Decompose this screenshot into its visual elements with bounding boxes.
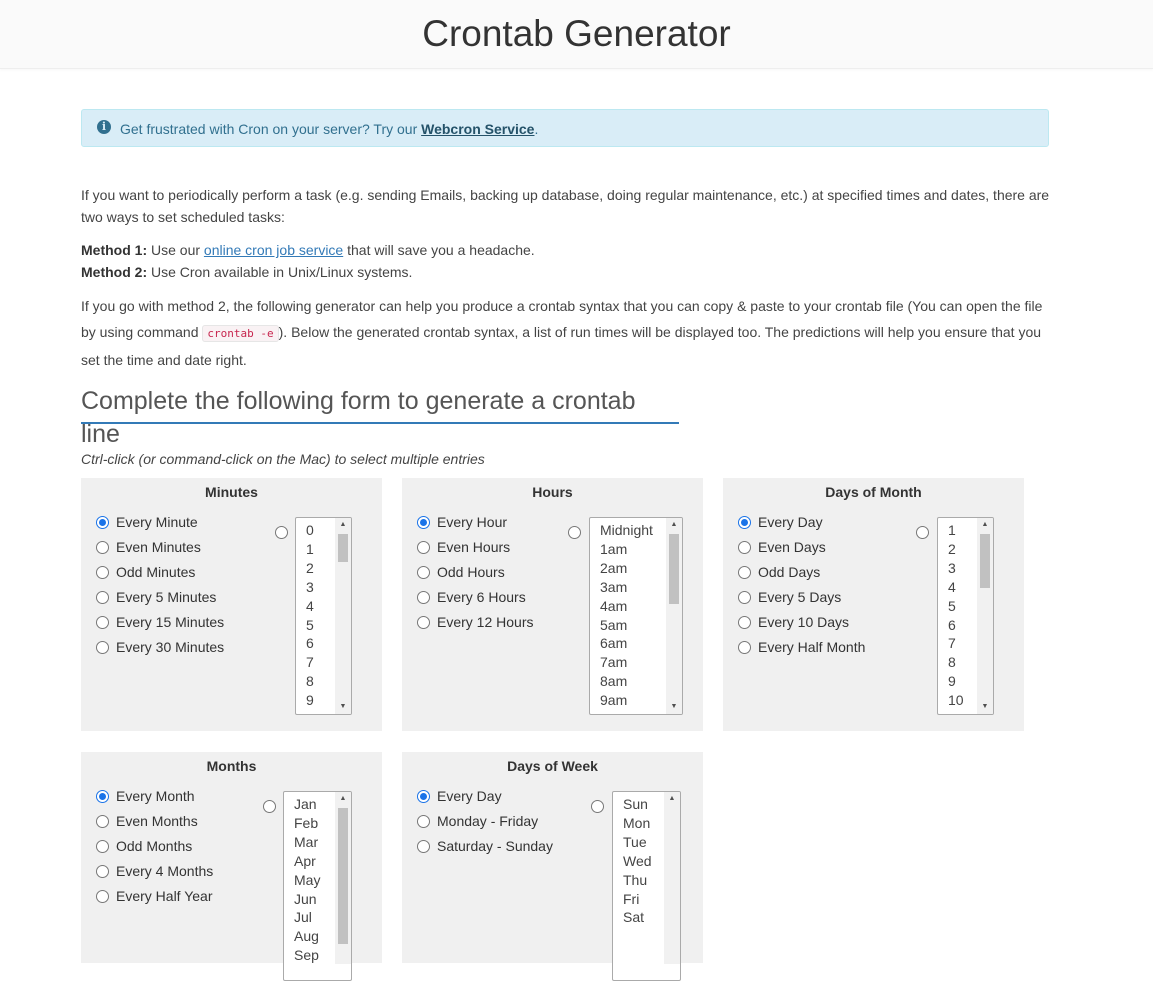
list-item[interactable]: Sun (623, 796, 648, 812)
list-item[interactable]: 9am (600, 692, 628, 709)
list-item[interactable]: Mar (294, 833, 319, 850)
dom-option-every-10-days[interactable] (738, 611, 849, 633)
list-item[interactable]: 6am (600, 635, 628, 652)
days-of-week-panel (402, 752, 703, 963)
option-label: Monday - Friday (437, 813, 539, 829)
radio[interactable] (96, 541, 109, 554)
radio[interactable] (417, 566, 430, 579)
months-select-list[interactable] (283, 791, 352, 981)
radio[interactable] (96, 815, 109, 828)
list-item[interactable]: 7 (306, 654, 314, 671)
intro-paragraph: If you want to periodically perform a task (e.g. sending Emails, backing up database, doing regular maintenance, etc.) at specified times and dates, there are two ways to set scheduled tasks: (81, 187, 1050, 225)
scroll-down-arrow-icon[interactable]: ▼ (981, 703, 989, 710)
dow-option-monday-friday[interactable] (417, 810, 538, 832)
list-item[interactable]: 8 (306, 673, 314, 690)
days-of-week-title: Days of Week (507, 758, 598, 774)
list-item[interactable]: 5am (600, 616, 628, 633)
list-item[interactable]: 3 (306, 578, 314, 595)
list-item[interactable]: Sep (294, 947, 319, 964)
hours-option-every-hour[interactable] (417, 511, 507, 533)
method1-text-after: that will save you a headache. (343, 242, 535, 258)
radio[interactable] (96, 890, 109, 903)
minutes-option-every-30-minutes[interactable] (96, 636, 224, 658)
scrollbar-thumb[interactable] (338, 808, 348, 944)
radio[interactable] (417, 591, 430, 604)
radio[interactable] (96, 865, 109, 878)
list-item[interactable]: Feb (294, 814, 319, 831)
dom-option-every-half-month[interactable] (738, 636, 865, 658)
list-item[interactable]: 2 (306, 559, 314, 576)
months-option-odd-months[interactable] (96, 835, 192, 857)
list-item[interactable]: Sat (623, 909, 645, 926)
list-item[interactable]: 4am (600, 597, 628, 614)
method1-text-before: Use our (147, 242, 204, 258)
list-item[interactable]: 10 (948, 692, 964, 709)
radio[interactable] (738, 616, 751, 629)
dow-option-saturday-sunday[interactable] (417, 835, 553, 857)
option-label: Even Days (758, 539, 826, 555)
list-item[interactable]: Aug (294, 928, 319, 945)
option-label: Every Month (116, 788, 195, 804)
option-label: Every Half Month (758, 639, 866, 655)
option-label: Every 5 Minutes (116, 589, 217, 605)
minutes-option-even-minutes[interactable] (96, 536, 201, 558)
hours-select-list[interactable] (589, 517, 683, 715)
scrollbar[interactable] (335, 792, 351, 964)
radio-checked[interactable] (417, 516, 430, 529)
option-label: Every Minute (116, 514, 198, 530)
radio[interactable] (417, 815, 430, 828)
option-label: Saturday - Sunday (437, 838, 553, 854)
multi-select-hint: Ctrl-click (or command-click on the Mac) to select multiple entries (81, 451, 485, 467)
option-label: Every 12 Hours (437, 614, 534, 630)
scrollbar-thumb[interactable] (338, 534, 348, 562)
hours-option-even-hours[interactable] (417, 536, 510, 558)
dow-custom-radio[interactable] (591, 800, 604, 813)
list-item[interactable]: 8 (948, 654, 956, 671)
list-item[interactable]: Tue (623, 833, 647, 850)
alert-suffix: . (534, 121, 539, 137)
radio[interactable] (738, 641, 751, 654)
hours-option-every-12-hours[interactable] (417, 611, 533, 633)
scroll-up-arrow-icon[interactable]: ▲ (670, 521, 678, 528)
alert-message: Get frustrated with Cron on your server? Try our (120, 121, 422, 137)
months-option-even-months[interactable] (96, 810, 198, 832)
minutes-panel (81, 478, 382, 731)
list-item[interactable]: 1 (306, 540, 314, 557)
radio[interactable] (96, 641, 109, 654)
option-label: Odd Minutes (116, 564, 196, 580)
list-item[interactable]: Apr (294, 852, 316, 869)
hours-option-odd-hours[interactable] (417, 561, 505, 583)
months-option-every-half-year[interactable] (96, 885, 213, 907)
option-label: Every 30 Minutes (116, 639, 225, 655)
dom-custom-radio[interactable] (916, 526, 929, 539)
list-item[interactable]: 9 (948, 673, 956, 690)
scrollbar[interactable] (335, 518, 351, 714)
dom-option-even-days[interactable] (738, 536, 826, 558)
radio-checked[interactable] (738, 516, 751, 529)
method2-detail-paragraph (81, 293, 1056, 373)
list-item[interactable]: Mon (623, 814, 651, 831)
methods-paragraph (81, 239, 1056, 283)
alert-text (120, 121, 538, 137)
scrollbar-thumb[interactable] (980, 534, 990, 588)
list-item[interactable]: 7 (948, 635, 956, 652)
form-heading: Complete the following form to generate a crontab line (81, 385, 679, 424)
list-item[interactable]: 5 (306, 616, 314, 633)
dow-select-list[interactable] (612, 791, 681, 981)
scroll-up-arrow-icon[interactable]: ▲ (668, 795, 676, 802)
list-item[interactable]: Wed (623, 852, 652, 869)
minutes-custom-radio[interactable] (275, 526, 288, 539)
scroll-down-arrow-icon[interactable]: ▼ (339, 703, 347, 710)
info-icon: i (97, 120, 111, 134)
radio-checked[interactable] (96, 790, 109, 803)
option-label: Even Minutes (116, 539, 201, 555)
dow-option-every-day[interactable] (417, 785, 502, 807)
radio[interactable] (96, 616, 109, 629)
minutes-select-list[interactable] (295, 517, 352, 715)
hours-custom-radio[interactable] (568, 526, 581, 539)
radio[interactable] (96, 566, 109, 579)
days-of-month-title: Days of Month (825, 484, 922, 500)
option-label: Odd Days (758, 564, 821, 580)
list-item[interactable]: 7am (600, 654, 628, 671)
months-option-every-4-months[interactable] (96, 860, 213, 882)
scrollbar[interactable] (977, 518, 993, 714)
days-of-month-panel (723, 478, 1024, 731)
months-panel (81, 752, 382, 963)
scroll-up-arrow-icon[interactable]: ▲ (339, 521, 347, 528)
months-custom-radio[interactable] (263, 800, 276, 813)
list-item[interactable]: 4 (306, 597, 314, 614)
radio[interactable] (738, 566, 751, 579)
months-option-every-month[interactable] (96, 785, 195, 807)
option-label: Even Hours (437, 539, 511, 555)
dom-option-every-day[interactable] (738, 511, 823, 533)
method2-label: Method 2: (81, 264, 148, 280)
list-item[interactable]: 3am (600, 578, 628, 595)
option-label: Every 15 Minutes (116, 614, 225, 630)
scroll-up-arrow-icon[interactable]: ▲ (981, 521, 989, 528)
radio-checked[interactable] (417, 790, 430, 803)
hours-panel (402, 478, 703, 731)
list-item[interactable]: Jul (294, 909, 312, 926)
minutes-option-every-5-minutes[interactable] (96, 586, 216, 608)
list-item[interactable]: 1 (948, 522, 956, 538)
header-bar (0, 0, 1153, 69)
list-item[interactable]: 8am (600, 673, 628, 690)
list-item[interactable]: Jan (294, 796, 317, 812)
list-item[interactable]: 6 (948, 616, 956, 633)
list-item[interactable]: 4 (948, 578, 956, 595)
crontab-command-code: crontab -e (202, 325, 278, 342)
hours-option-every-6-hours[interactable] (417, 586, 526, 608)
option-label: Every 5 Days (758, 589, 842, 605)
list-item[interactable]: May (294, 871, 321, 888)
list-item[interactable]: Jun (294, 890, 317, 907)
option-label: Every 4 Months (116, 863, 214, 879)
option-label: Every Hour (437, 514, 508, 530)
scrollbar[interactable] (666, 518, 682, 714)
list-item[interactable]: Midnight (600, 522, 653, 538)
radio-checked[interactable] (96, 516, 109, 529)
list-item[interactable]: 9 (306, 692, 314, 709)
scroll-down-arrow-icon[interactable]: ▼ (670, 703, 678, 710)
hours-title: Hours (532, 484, 573, 500)
radio[interactable] (417, 541, 430, 554)
method1-label: Method 1: (81, 242, 148, 258)
minutes-option-odd-minutes[interactable] (96, 561, 195, 583)
radio[interactable] (96, 840, 109, 853)
list-item[interactable]: 5 (948, 597, 956, 614)
list-item[interactable]: 2 (948, 540, 956, 557)
scrollbar-thumb[interactable] (669, 534, 679, 604)
method2-detail-before: If you go with method 2, the following generator can help you produce a crontab syntax that you can copy & paste to your crontab file (You can open the file by using command (81, 298, 1043, 340)
scrollbar[interactable] (664, 792, 680, 964)
minutes-option-every-minute[interactable] (96, 511, 198, 533)
method2-text: Use Cron available in Unix/Linux systems. (147, 264, 413, 280)
option-label: Every 10 Days (758, 614, 850, 630)
list-item[interactable]: 1am (600, 540, 628, 557)
radio[interactable] (738, 541, 751, 554)
scroll-up-arrow-icon[interactable]: ▲ (339, 795, 347, 802)
minutes-title: Minutes (205, 484, 258, 500)
dom-select-list[interactable] (937, 517, 994, 715)
dom-option-odd-days[interactable] (738, 561, 820, 583)
dom-option-every-5-days[interactable] (738, 586, 841, 608)
webcron-service-link[interactable]: Webcron Service (421, 121, 535, 137)
online-cron-service-link[interactable]: online cron job service (203, 242, 344, 258)
list-item[interactable]: Fri (623, 890, 640, 907)
radio[interactable] (417, 616, 430, 629)
option-label: Every Day (758, 514, 823, 530)
method2-detail-after: ). Below the generated crontab syntax, a list of run times will be displayed too. The predictions will help you ensure that you set the time and date right. (81, 324, 1042, 368)
option-label: Odd Hours (437, 564, 505, 580)
months-title: Months (206, 758, 257, 774)
list-item[interactable]: Thu (623, 871, 648, 888)
radio[interactable] (96, 591, 109, 604)
radio[interactable] (417, 840, 430, 853)
page-title: Crontab Generator (422, 13, 731, 54)
list-item[interactable]: 2am (600, 559, 628, 576)
list-item[interactable]: 0 (306, 522, 314, 538)
option-label: Every Half Year (116, 888, 213, 904)
option-label: Every 6 Hours (437, 589, 526, 605)
option-label: Odd Months (116, 838, 193, 854)
option-label: Every Day (437, 788, 502, 804)
list-item[interactable]: 6 (306, 635, 314, 652)
option-label: Even Months (116, 813, 198, 829)
radio[interactable] (738, 591, 751, 604)
info-alert (81, 109, 1049, 147)
minutes-option-every-15-minutes[interactable] (96, 611, 224, 633)
list-item[interactable]: 3 (948, 559, 956, 576)
